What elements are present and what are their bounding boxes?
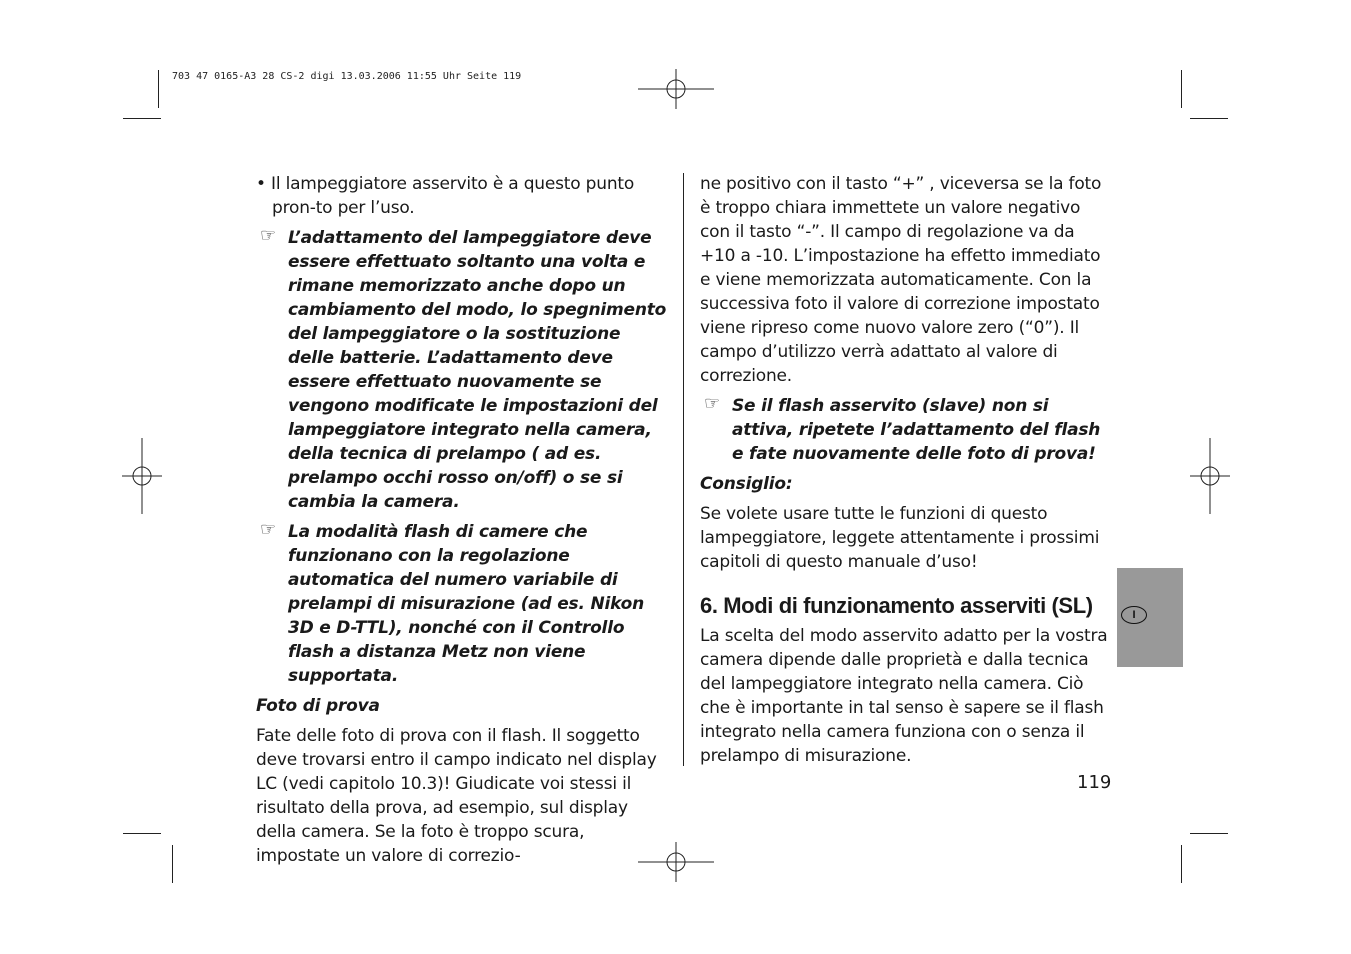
registration-mark-top [638,51,714,127]
pointing-hand-icon: ☞ [704,393,720,414]
crop-mark-bottom-right-h [1190,833,1228,834]
paragraph-test-photo: Fate delle foto di prova con il flash. Il soggetto deve trovarsi entro il campo indicato nel display LC (vedi capitolo 10.3)! Giudicate voi stessi il risultato della prova, ad esempio, sul display della camera. Se la foto è troppo scura, impostate un valore di correzio- [256,726,657,866]
pointing-hand-icon: ☞ [260,519,276,540]
note-flash-mode [256,520,668,688]
note-adaptation-text: L’adattamento del lampeggiatore deve essere effettuato soltanto una volta e rimane memorizzato anche dopo un cambiamento del modo, lo spegnimento del lampeggiatore o la sostituzione delle batterie. L’adattamento deve essere effettuato nuovamente se vengono modificate le impostazioni del lampeggiatore integrato nella camera, della tecnica di prelampo ( ad es. prelampo occhi rosso on/off) o se si cambia la camera. [288,228,667,512]
crop-mark-bottom-left-h [123,833,161,834]
crop-mark-top-right-h [1190,118,1228,119]
paragraph-section: La scelta del modo asservito adatto per la vostra camera dipende dalle proprietà e dalla tecnica del lampeggiatore integrato nella camera. Ciò che è importante in tal senso è sapere se il flash integrato nella camera funziona con o senza il prelampo di misurazione. [700,626,1108,766]
paragraph-correction: ne positivo con il tasto “+” , viceversa se la foto è troppo chiara immettete un valore negativo con il tasto “-”. Il campo di regolazione va da +10 a -10. L’impostazione ha effetto immediato e viene memorizzata automaticamente. Con la successiva foto il valore di correzione impostato viene ripreso come nuovo valore zero (“0”). Il campo d’utilizzo verrà adattato al valore di correzione. [700,174,1102,386]
left-column [256,172,668,868]
pointing-hand-icon: ☞ [260,225,276,246]
language-tab-label: I [1121,606,1147,624]
subhead-tip: Consiglio: [700,474,793,494]
bullet-ready: • Il lampeggiatore asservito è a questo punto pron-to per l’uso. [256,174,635,218]
registration-mark-right [1172,438,1248,514]
note-slave [700,394,1114,466]
crop-mark-top-left-h [123,118,161,119]
crop-mark-bottom-right-v [1181,845,1182,883]
print-header: 703 47 0165-A3 28 CS-2 digi 13.03.2006 11:55 Uhr Seite 119 [172,71,522,82]
note-flash-mode-text: La modalità flash di camere che funzionano con la regolazione automatica del numero variabile di prelampi di misurazione (ad es. Nikon 3D e D-TTL), nonché con il Controllo flash a distanza Metz non viene supportata. [288,522,644,686]
registration-mark-left [104,438,180,514]
subhead-test-photo: Foto di prova [256,696,380,716]
page-number: 119 [1077,772,1112,793]
paragraph-tip: Se volete usare tutte le funzioni di questo lampeggiatore, leggete attentamente i prossimi capitoli di questo manuale d’uso! [700,504,1100,572]
note-adaptation [256,226,668,514]
crop-mark-bottom-left-v [172,845,173,883]
crop-mark-top-right-v [1181,70,1182,108]
crop-mark-top-left-v [158,70,159,108]
right-column [700,172,1114,768]
note-slave-text: Se il flash asservito (slave) non si attiva, ripetete l’adattamento del flash e fate nuovamente delle foto di prova! [732,396,1101,464]
section-title: 6. Modi di funzionamento asserviti (SL) [700,593,1093,618]
column-divider [683,173,684,766]
